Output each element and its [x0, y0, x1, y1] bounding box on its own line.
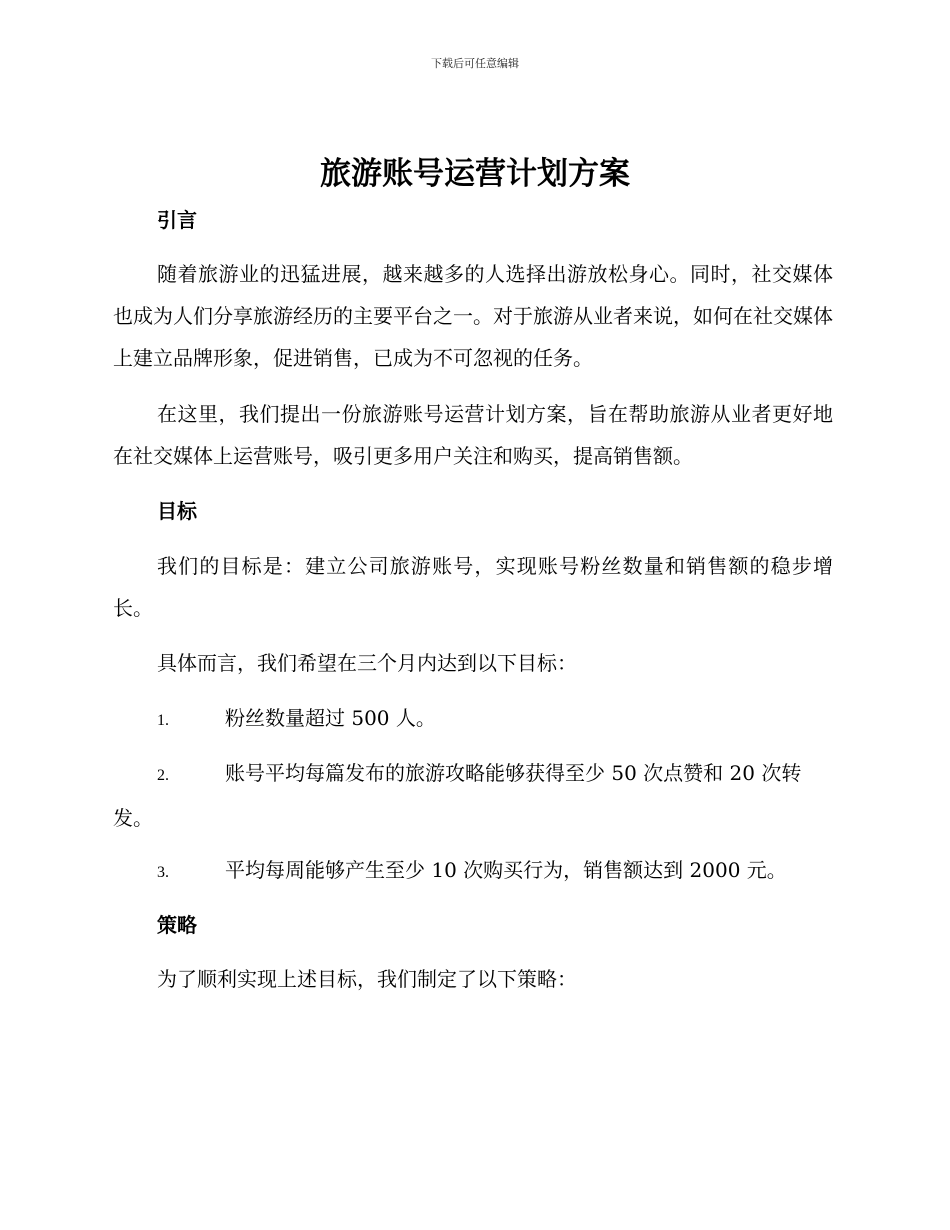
paragraph-goal-2: 具体而言，我们希望在三个月内达到以下目标：	[157, 651, 577, 675]
list-item-text: 账号平均每篇发布的旅游攻略能够获得至少 50 次点赞和 20 次转发。	[113, 761, 802, 830]
list-item	[113, 849, 833, 894]
list-item-number: 3.	[157, 864, 169, 881]
page-header-note: 下载后可任意编辑	[431, 57, 519, 70]
heading-intro: 引言	[157, 208, 197, 232]
paragraph-intro-2: 在这里，我们提出一份旅游账号运营计划方案，旨在帮助旅游从业者更好地在社交媒体上运营账号，吸引更多用户关注和购买，提高销售额。	[113, 402, 833, 468]
list-item	[113, 697, 833, 742]
list-item-number: 1.	[157, 712, 169, 729]
heading-strategy: 策略	[157, 913, 197, 937]
paragraph-strategy-1: 为了顺利实现上述目标，我们制定了以下策略：	[157, 967, 577, 991]
list-item-text: 平均每周能够产生至少 10 次购买行为，销售额达到 2000 元。	[225, 858, 787, 882]
list-item-number: 2.	[157, 767, 169, 784]
list-item-text: 粉丝数量超过 500 人。	[225, 706, 436, 730]
list-item	[113, 752, 833, 839]
paragraph-goal-1: 我们的目标是：建立公司旅游账号，实现账号粉丝数量和销售额的稳步增长。	[113, 554, 833, 620]
paragraph-intro-1: 随着旅游业的迅猛进展，越来越多的人选择出游放松身心。同时，社交媒体也成为人们分享旅游经历的主要平台之一。对于旅游从业者来说，如何在社交媒体上建立品牌形象，促进销售，已成为不可忽视的任务。	[113, 262, 833, 370]
heading-goal: 目标	[157, 499, 197, 523]
document-title: 旅游账号运营计划方案	[320, 156, 630, 192]
